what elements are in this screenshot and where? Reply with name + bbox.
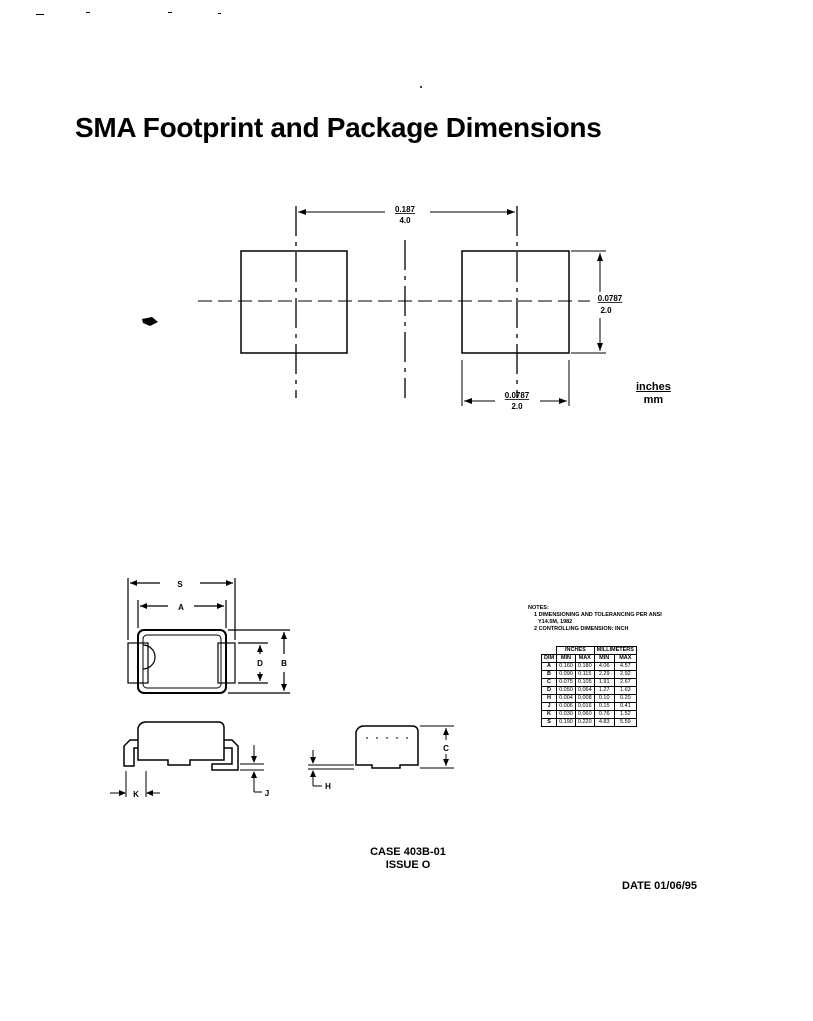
table-cell: 0.050 — [557, 687, 576, 695]
table-cell: 0.160 — [557, 663, 576, 671]
table-cell: 4.83 — [594, 719, 614, 727]
note-1: 1 DIMENSIONING AND TOLERANCING PER ANSI — [534, 612, 662, 618]
units-legend — [636, 381, 671, 407]
table-row — [542, 695, 637, 703]
dim-label-b: B — [281, 659, 287, 668]
notes — [528, 605, 662, 633]
table-cell: 2.67 — [614, 679, 636, 687]
table-cell: 0.075 — [557, 679, 576, 687]
case-info — [358, 846, 458, 872]
table-cell: A — [542, 663, 557, 671]
table-cell: 0.030 — [557, 711, 576, 719]
table-row — [542, 703, 637, 711]
table-cell: B — [542, 671, 557, 679]
width-mm-label: 2.0 — [511, 402, 523, 411]
units-mm: mm — [643, 394, 664, 406]
package-side-view — [110, 722, 264, 797]
table-cell: 0.10 — [594, 695, 614, 703]
dim-label-d: D — [257, 659, 263, 668]
document-date: DATE 01/06/95 — [622, 880, 698, 892]
table-cell: K — [542, 711, 557, 719]
table-cell: S — [542, 719, 557, 727]
dim-label-a: A — [178, 603, 184, 612]
scan-artifacts — [36, 12, 422, 326]
dimensions-table — [541, 646, 637, 727]
case-number: CASE 403B-01 — [370, 846, 446, 858]
table-row — [542, 663, 637, 671]
table-cell: 0.41 — [614, 703, 636, 711]
sub-header: MIN — [557, 655, 576, 663]
table-cell: D — [542, 687, 557, 695]
package-end-view — [308, 726, 454, 786]
table-cell: 0.190 — [557, 719, 576, 727]
table-cell: 1.52 — [614, 711, 636, 719]
table-cell: J — [542, 703, 557, 711]
note-2: 2 CONTROLLING DIMENSION: INCH — [534, 626, 629, 632]
table-cell: 0.060 — [575, 711, 594, 719]
table-cell: 0.20 — [614, 695, 636, 703]
dim-label-j: J — [264, 789, 270, 798]
dim-label-c: C — [443, 744, 449, 753]
table-cell: 1.27 — [594, 687, 614, 695]
table-row — [542, 719, 637, 727]
table-cell: 0.105 — [575, 679, 594, 687]
table-cell: 0.004 — [557, 695, 576, 703]
note-1-cont: Y14.5M, 1982 — [538, 619, 573, 625]
table-cell: 2.29 — [594, 671, 614, 679]
table-cell: 2.92 — [614, 671, 636, 679]
table-cell: 4.57 — [614, 663, 636, 671]
group-header-inches: INCHES — [557, 647, 595, 655]
group-header-mm: MILLIMETERS — [594, 647, 636, 655]
table-cell: 0.016 — [575, 703, 594, 711]
table-row — [542, 671, 637, 679]
table-row — [542, 711, 637, 719]
sub-header: MAX — [575, 655, 594, 663]
table-cell: 0.76 — [594, 711, 614, 719]
height-mm-label: 2.0 — [600, 306, 612, 315]
sub-header: DIM — [542, 655, 557, 663]
table-row — [542, 687, 637, 695]
table-cell: 0.064 — [575, 687, 594, 695]
table-cell: 5.59 — [614, 719, 636, 727]
sub-header: MAX — [614, 655, 636, 663]
page-title: SMA Footprint and Package Dimensions — [75, 112, 602, 143]
case-issue: ISSUE O — [385, 859, 431, 871]
width-inch-label: 0.0787 — [504, 391, 530, 400]
table-cell: 0.008 — [575, 695, 594, 703]
notes-heading: NOTES: — [528, 605, 549, 611]
table-cell: 0.220 — [575, 719, 594, 727]
sub-header: MIN — [594, 655, 614, 663]
right-pad — [462, 251, 569, 353]
table-cell: 0.006 — [557, 703, 576, 711]
pitch-inch-label: 0.187 — [394, 205, 416, 214]
dim-label-s: S — [177, 580, 183, 589]
table-cell: 0.15 — [594, 703, 614, 711]
height-inch-label: 0.0787 — [597, 294, 623, 303]
table-cell: H — [542, 695, 557, 703]
dim-label-k: K — [133, 790, 139, 799]
table-cell: 0.180 — [575, 663, 594, 671]
table-row — [542, 679, 637, 687]
table-cell: 0.090 — [557, 671, 576, 679]
dim-label-h: H — [325, 782, 331, 791]
units-inches: inches — [636, 381, 671, 393]
left-pad — [241, 251, 347, 353]
table-cell: C — [542, 679, 557, 687]
table-cell: 1.91 — [594, 679, 614, 687]
table-cell: 4.06 — [594, 663, 614, 671]
table-cell: 0.115 — [575, 671, 594, 679]
package-top-view — [128, 578, 290, 693]
table-cell: 1.63 — [614, 687, 636, 695]
pitch-mm-label: 4.0 — [399, 216, 411, 225]
